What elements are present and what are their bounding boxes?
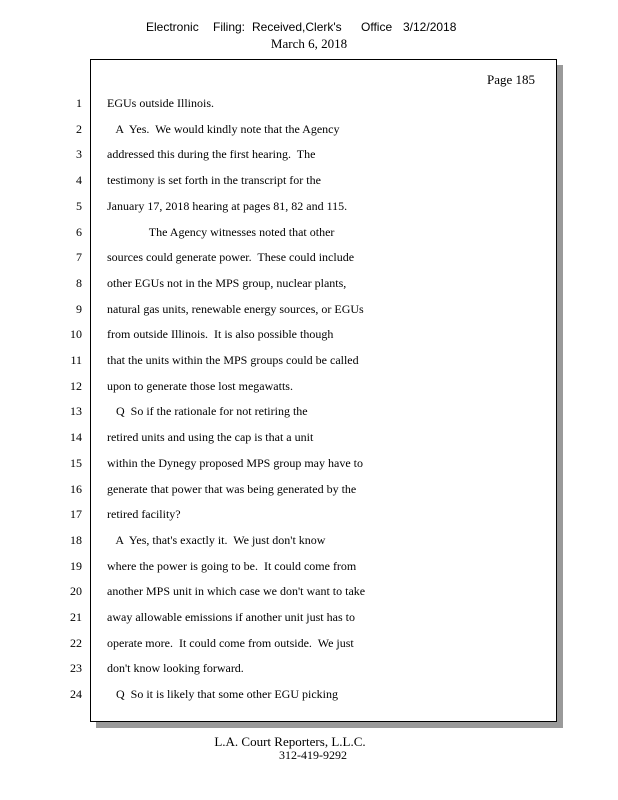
line-text: another MPS unit in which case we don't want to take bbox=[107, 584, 366, 598]
line-text: testimony is set forth in the transcript for the bbox=[107, 173, 321, 187]
line-text: away allowable emissions if another unit just has to bbox=[107, 610, 355, 624]
line-number: 23 bbox=[70, 661, 82, 675]
line-text: A Yes. We would kindly note that the Agency bbox=[107, 122, 340, 136]
line-text: within the Dynegy proposed MPS group may have to bbox=[107, 456, 363, 470]
line-text: A Yes, that's exactly it. We just don't know bbox=[107, 533, 326, 547]
stamp-office: Office bbox=[361, 20, 393, 34]
line-text: sources could generate power. These could include bbox=[107, 250, 355, 264]
hearing-date: March 6, 2018 bbox=[270, 36, 348, 51]
line-text: The Agency witnesses noted that other bbox=[107, 225, 335, 239]
line-text: Q So if the rationale for not retiring the bbox=[107, 404, 308, 418]
line-number: 14 bbox=[70, 430, 82, 444]
line-number: 9 bbox=[76, 302, 82, 316]
line-number: 16 bbox=[70, 482, 82, 496]
line-number: 3 bbox=[76, 147, 82, 161]
line-text: retired units and using the cap is that a unit bbox=[107, 430, 314, 444]
reporter-name: L.A. Court Reporters, L.L.C. bbox=[214, 734, 366, 749]
line-number: 11 bbox=[70, 353, 82, 367]
line-text: Q So it is likely that some other EGU picking bbox=[107, 687, 338, 701]
line-number: 17 bbox=[70, 507, 82, 521]
line-number: 8 bbox=[76, 276, 82, 290]
line-number: 21 bbox=[70, 610, 82, 624]
line-text: EGUs outside Illinois. bbox=[107, 96, 214, 110]
line-number: 15 bbox=[70, 456, 82, 470]
stamp-filing: Filing: bbox=[213, 20, 246, 34]
line-number: 12 bbox=[70, 379, 82, 393]
line-number: 5 bbox=[76, 199, 82, 213]
line-number: 18 bbox=[70, 533, 82, 547]
line-number: 22 bbox=[70, 636, 82, 650]
line-text: generate that power that was being generated by the bbox=[107, 482, 357, 496]
line-text: natural gas units, renewable energy sources, or EGUs bbox=[107, 302, 364, 316]
stamp-electronic: Electronic bbox=[146, 20, 199, 34]
line-text: addressed this during the first hearing. The bbox=[107, 147, 316, 161]
line-number: 20 bbox=[70, 584, 82, 598]
line-text: don't know looking forward. bbox=[107, 661, 244, 675]
reporter-phone: 312-419-9292 bbox=[279, 748, 347, 762]
line-text: upon to generate those lost megawatts. bbox=[107, 379, 293, 393]
line-number: 13 bbox=[70, 404, 82, 418]
line-number: 6 bbox=[76, 225, 82, 239]
line-text: January 17, 2018 hearing at pages 81, 82 and 115. bbox=[107, 199, 348, 213]
line-number: 24 bbox=[70, 687, 82, 701]
line-text: other EGUs not in the MPS group, nuclear plants, bbox=[107, 276, 347, 290]
filing-stamp bbox=[0, 20, 618, 36]
line-number: 7 bbox=[76, 250, 82, 264]
stamp-received: Received,Clerk's bbox=[252, 20, 342, 34]
page-number: Page 185 bbox=[487, 72, 536, 87]
line-number: 2 bbox=[76, 122, 82, 136]
line-number: 4 bbox=[76, 173, 82, 187]
stamp-date: 3/12/2018 bbox=[403, 20, 457, 34]
line-text: operate more. It could come from outside. We just bbox=[107, 636, 354, 650]
line-number: 1 bbox=[76, 96, 82, 110]
line-text: from outside Illinois. It is also possible though bbox=[107, 327, 334, 341]
line-number: 19 bbox=[70, 559, 82, 573]
line-text: that the units within the MPS groups could be called bbox=[107, 353, 359, 367]
line-text: retired facility? bbox=[107, 507, 181, 521]
line-number: 10 bbox=[70, 327, 82, 341]
line-text: where the power is going to be. It could come from bbox=[107, 559, 357, 573]
